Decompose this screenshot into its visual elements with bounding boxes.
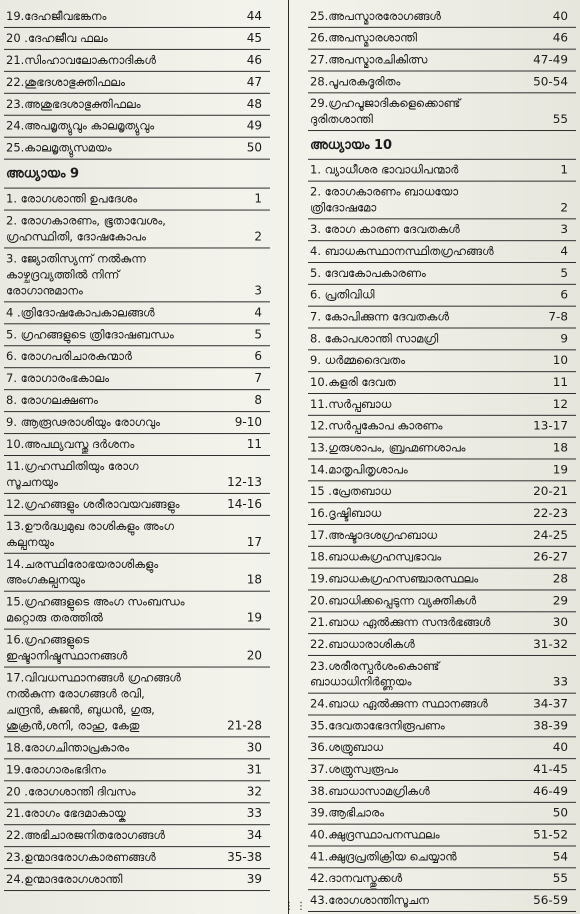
toc-entry-page: 14-16 bbox=[227, 496, 262, 511]
toc-entry bbox=[4, 6, 270, 28]
toc-entry bbox=[308, 868, 576, 890]
toc-entry-page: 39 bbox=[246, 872, 262, 887]
toc-entry-page: 40 bbox=[552, 740, 568, 755]
toc-entry-page: 54 bbox=[552, 849, 568, 864]
toc-entry bbox=[4, 592, 270, 630]
toc-entry-page: 50-54 bbox=[533, 74, 568, 89]
toc-entry bbox=[4, 94, 270, 116]
toc-entry bbox=[4, 189, 270, 211]
toc-entry-page: 19 bbox=[246, 610, 262, 625]
toc-entry-title: 22.അഭിചാരജനിതരോഗങ്ങൾ bbox=[6, 828, 165, 843]
toc-entry-title: 7. കോപിക്കുന്ന ദേവതകൾ bbox=[310, 309, 449, 324]
toc-entry-title: 21.ബാധ ഏൽക്കുന്ന സന്ദർഭങ്ങൾ bbox=[310, 615, 491, 630]
toc-entry-page: 12-13 bbox=[227, 474, 262, 489]
toc-entry-title: 23.ശരീരസ്പർശംകൊണ്ട് ബാധാധിനിർണ്ണയം bbox=[310, 658, 440, 689]
toc-entry-title: 20 .ദേഹജീവ ഫലം bbox=[6, 30, 108, 45]
toc-entry bbox=[4, 72, 270, 94]
toc-entry bbox=[4, 211, 270, 249]
left-column bbox=[4, 6, 270, 912]
toc-entry bbox=[4, 781, 270, 803]
toc-entry-title: 27.അപസ്മാരചികിത്സ bbox=[310, 52, 428, 67]
toc-entry-page: 9-10 bbox=[234, 415, 262, 430]
toc-entry bbox=[4, 630, 270, 668]
toc-entry bbox=[4, 302, 270, 324]
toc-entry bbox=[308, 612, 576, 634]
toc-entry bbox=[308, 28, 576, 50]
toc-entry-title: 35.ദേവതാഭേദനിരൂപണം bbox=[310, 718, 445, 733]
toc-entry-title: 18.ബാധകഗ്രഹസ്വഭാവം bbox=[310, 549, 442, 564]
toc-entry bbox=[4, 668, 270, 738]
toc-entry-page: 6 bbox=[560, 287, 568, 302]
toc-entry-title: 1. രോഗശാന്തി ഉപദേശം bbox=[6, 191, 138, 206]
toc-entry-title: 25.കാലമൃത്യുസമയം bbox=[6, 140, 112, 155]
toc-entry bbox=[4, 847, 270, 869]
column-divider bbox=[288, 0, 289, 914]
toc-entry bbox=[308, 890, 576, 912]
toc-entry bbox=[308, 372, 576, 394]
toc-entry bbox=[4, 50, 270, 72]
toc-entry-page: 48 bbox=[246, 96, 262, 111]
bottom-ornament: ⋮⋮ bbox=[284, 901, 308, 912]
toc-entry-page: 5 bbox=[560, 265, 568, 280]
toc-entry-page: 2 bbox=[560, 200, 568, 215]
toc-entry bbox=[308, 93, 576, 131]
toc-entry bbox=[4, 869, 270, 891]
toc-entry bbox=[308, 781, 576, 803]
toc-entry bbox=[308, 416, 576, 438]
toc-entry-title: 21.രോഗം ഭേദമാകായ്ക bbox=[6, 806, 126, 821]
toc-entry-title: 8. കോപശാന്തി സാമഗ്രി bbox=[310, 331, 439, 346]
toc-entry-page: 45 bbox=[246, 30, 262, 45]
toc-entry-page: 46 bbox=[246, 52, 262, 67]
toc-entry-page: 3 bbox=[254, 283, 262, 298]
toc-entry bbox=[308, 737, 576, 759]
toc-entry-title: 15 .പ്രേതബാധ bbox=[310, 484, 391, 499]
toc-entry-title: 19.ബാധകഗ്രഹസഞ്ചാരസ്ഥലം bbox=[310, 571, 479, 586]
toc-entry-page: 55 bbox=[552, 112, 568, 127]
toc-entry-title: 13.ഗുരുശാപം, ബ്രഹ്മണശാപം bbox=[310, 440, 466, 455]
toc-entry-page: 46 bbox=[552, 30, 568, 45]
toc-entry bbox=[308, 394, 576, 416]
toc-entry bbox=[308, 503, 576, 525]
toc-entry-title: 7. രോഗാരംഭകാലം bbox=[6, 371, 110, 386]
toc-entry-title: 28.പൂപരകദൂരിതം bbox=[310, 74, 401, 89]
toc-entry-page: 4 bbox=[254, 305, 262, 320]
toc-entry-page: 47 bbox=[246, 74, 262, 89]
toc-entry-title: 14.മാതൃപിതൃശാപം bbox=[310, 462, 408, 477]
toc-entry bbox=[308, 825, 576, 847]
chapter-heading: അധ്യായം 9 bbox=[4, 160, 270, 189]
toc-entry-page: 34-37 bbox=[533, 696, 568, 711]
toc-entry-title: 17.വിവധസ്ഥാനങ്ങൾ ഗ്രഹങ്ങൾ നൽകുന്ന രോഗങ്ങൾ രവി, ചന്ദ്രൻ, കുജൻ, ബുധൻ, ഗുരു, ശുക്രൻ,ശനി, രാഹു, കേതു bbox=[6, 670, 181, 733]
toc-entry-page: 41-45 bbox=[533, 762, 568, 777]
toc-entry-title: 12.സർപ്പകോപ കാരണം bbox=[310, 418, 443, 433]
toc-entry-title: 5. ഗ്രഹങ്ങളുടെ ത്രിദോഷബന്ധം bbox=[6, 327, 174, 342]
toc-entry-title: 20 .രോഗശാന്തി ദിവസം bbox=[6, 784, 136, 799]
toc-entry-page: 50 bbox=[552, 805, 568, 820]
toc-entry bbox=[4, 737, 270, 759]
right-column bbox=[308, 6, 576, 907]
toc-entry bbox=[4, 803, 270, 825]
toc-entry-page: 31 bbox=[246, 762, 262, 777]
toc-entry-page: 13-17 bbox=[533, 418, 568, 433]
toc-entry bbox=[308, 803, 576, 825]
toc-entry-title: 37.ശത്രുസ്വരൂപം bbox=[310, 762, 399, 777]
toc-entry-page: 10 bbox=[552, 353, 568, 368]
toc-entry bbox=[4, 494, 270, 516]
toc-entry bbox=[4, 516, 270, 554]
toc-entry bbox=[308, 715, 576, 737]
toc-entry-page: 33 bbox=[552, 674, 568, 689]
toc-entry-page: 3 bbox=[560, 222, 568, 237]
toc-entry bbox=[308, 241, 576, 263]
toc-entry-page: 18 bbox=[246, 572, 262, 587]
toc-entry-title: 24.ഉന്മാദരോഗശാന്തി bbox=[6, 872, 123, 887]
toc-entry bbox=[308, 307, 576, 329]
toc-entry-page: 44 bbox=[246, 8, 262, 23]
toc-entry bbox=[4, 368, 270, 390]
toc-entry bbox=[308, 6, 576, 28]
toc-entry-page: 17 bbox=[246, 534, 262, 549]
toc-entry-title: 15.ഗ്രഹങ്ങളുടെ അംഗ സംബന്ധം മറ്റൊരു തരത്തിൽ bbox=[6, 594, 185, 625]
toc-entry-title: 6. രോഗപരിചാരകന്മാർ bbox=[6, 349, 132, 364]
toc-entry-page: 35-38 bbox=[227, 850, 262, 865]
toc-entry bbox=[4, 825, 270, 847]
toc-entry bbox=[308, 846, 576, 868]
toc-entry bbox=[308, 263, 576, 285]
toc-entry bbox=[4, 412, 270, 434]
toc-entry bbox=[4, 390, 270, 412]
toc-entry-page: 9 bbox=[560, 331, 568, 346]
toc-entry-page: 18 bbox=[552, 440, 568, 455]
toc-entry-title: 24.ബാധ ഏൽക്കുന്ന സ്ഥാനങ്ങൾ bbox=[310, 696, 488, 711]
toc-entry bbox=[308, 350, 576, 372]
toc-entry bbox=[4, 554, 270, 592]
toc-entry-page: 31-32 bbox=[533, 637, 568, 651]
toc-entry-title: 4. ബാധകസ്ഥാനസ്ഥിതഗ്രഹങ്ങൾ bbox=[310, 244, 494, 259]
toc-entry-page: 40 bbox=[552, 8, 568, 23]
toc-entry-title: 9. ആരൂഢരാശിയും രോഗവും bbox=[6, 415, 160, 430]
toc-entry-title: 36.ശത്രുബാധ bbox=[310, 740, 383, 755]
toc-entry-page: 32 bbox=[246, 784, 262, 799]
toc-entry-title: 16.ഗ്രഹങ്ങളുടെ ഇഷ്ടാനിഷ്ടസ്ഥാനങ്ങൾ bbox=[6, 632, 128, 663]
toc-entry-title: 18.രോഗചിന്താപ്രകാരം bbox=[6, 740, 130, 755]
toc-entry-title: 43.രോഗശാന്തിസൂചന bbox=[310, 893, 429, 908]
toc-entry-page: 1 bbox=[560, 162, 568, 177]
toc-entry-title: 8. രോഗലക്ഷണം bbox=[6, 393, 98, 408]
toc-entry-title: 14.ചരസ്ഥിരോഭയരാശികളും അംഗകല്പനയും bbox=[6, 556, 159, 587]
toc-entry-page: 38-39 bbox=[533, 718, 568, 733]
toc-entry bbox=[308, 459, 576, 481]
toc-entry-title: 10.അപഥ്യവസ്തു ദർശനം bbox=[6, 437, 135, 452]
toc-entry bbox=[4, 138, 270, 160]
toc-entry-title: 21.സിംഹാവലോകനാദികൾ bbox=[6, 52, 156, 67]
toc-entry-title: 17.അഷ്ടാദശഗ്രഹബാധ bbox=[310, 527, 438, 542]
toc-entry-title: 1. വ്യാധീശര ഭാവാധിപന്മാർ bbox=[310, 162, 459, 177]
toc-entry-title: 19.ദേഹജീവഭങ്കനം bbox=[6, 8, 107, 23]
toc-entry-title: 5. ദേവകോപകാരണം bbox=[310, 265, 426, 280]
toc-entry bbox=[308, 285, 576, 307]
toc-entry-title: 11.ഗ്രഹസ്ഥിതിയും രോഗ സൂചനയും bbox=[6, 459, 139, 489]
toc-entry bbox=[308, 634, 576, 656]
toc-entry bbox=[308, 438, 576, 460]
toc-entry-page: 12 bbox=[552, 396, 568, 411]
toc-entry bbox=[4, 434, 270, 456]
toc-entry-page: 5 bbox=[254, 327, 262, 342]
toc-entry bbox=[308, 182, 576, 220]
toc-entry bbox=[4, 116, 270, 138]
toc-entry-page: 19 bbox=[552, 462, 568, 477]
chapter-heading: അധ്യായം 10 bbox=[308, 131, 576, 160]
toc-entry bbox=[308, 569, 576, 591]
toc-entry-page: 8 bbox=[254, 393, 262, 408]
toc-entry-page: 28 bbox=[552, 571, 568, 586]
toc-entry-title: 22.ശുഭദശാഭുക്തിഫലം bbox=[6, 74, 125, 89]
toc-entry bbox=[308, 71, 576, 93]
toc-entry-title: 38.ബാധാസാമഗ്രികൾ bbox=[310, 783, 430, 798]
toc-entry bbox=[4, 456, 270, 494]
toc-entry-title: 16.ദൃഷ്ടിബാധ bbox=[310, 506, 382, 521]
toc-entry-page: 7-8 bbox=[548, 309, 568, 324]
toc-entry bbox=[4, 759, 270, 781]
toc-entry bbox=[4, 28, 270, 50]
toc-entry-title: 42.ദാനവസ്തുക്കൾ bbox=[310, 871, 403, 886]
toc-entry-title: 10.കളരി ദേവത bbox=[310, 375, 396, 390]
toc-entry-title: 39.ആഭിചാരം bbox=[310, 805, 385, 820]
toc-entry bbox=[308, 525, 576, 547]
toc-entry bbox=[4, 346, 270, 368]
toc-entry-title: 9. ധർമ്മദൈവതം bbox=[310, 353, 406, 368]
toc-entry-title: 41.ക്ഷുദ്രപ്രതിക്രിയ ചെയ്യാൻ bbox=[310, 849, 457, 864]
toc-entry-page: 47-49 bbox=[533, 52, 568, 67]
toc-entry bbox=[4, 324, 270, 346]
toc-entry-page: 26-27 bbox=[533, 549, 568, 564]
toc-entry bbox=[308, 590, 576, 612]
toc-entry-page: 20 bbox=[246, 648, 262, 663]
toc-entry-page: 22-23 bbox=[533, 506, 568, 521]
toc-entry-page: 29 bbox=[552, 593, 568, 608]
toc-entry bbox=[4, 248, 270, 302]
toc-entry-title: 26.അപസ്മാരശാന്തി bbox=[310, 30, 418, 45]
toc-entry-title: 23.അശുഭദശാഭുക്തിഫലം bbox=[6, 96, 141, 111]
toc-entry-title: 3. ജ്യോതിസ്യന്ന് നൽകുന്ന കാഴ്ചദ്രവ്യത്തിൽ നിന്ന് രോഗാനുമാനം bbox=[6, 251, 146, 298]
toc-entry-title: 2. രോഗകാരണം, ഭൂതാവേശം, ഗ്രഹസ്ഥിതി, ദോഷകോപം bbox=[6, 213, 166, 244]
toc-entry-title: 22.ബാധാരാശികൾ bbox=[310, 637, 415, 651]
toc-entry bbox=[308, 160, 576, 182]
toc-entry bbox=[308, 219, 576, 241]
toc-entry-page: 34 bbox=[246, 828, 262, 843]
toc-entry-page: 4 bbox=[560, 244, 568, 259]
toc-entry-title: 20.ബാധിക്കപ്പെടുന്ന വ്യക്തികൾ bbox=[310, 593, 477, 608]
toc-entry-page: 11 bbox=[552, 375, 568, 390]
toc-entry-title: 19.രോഗാരംഭദിനം bbox=[6, 762, 106, 777]
toc-entry-title: 29.ഗ്രഹപൂജാദികളെക്കൊണ്ട് ദുരിതശാന്തി bbox=[310, 96, 461, 127]
toc-entry-page: 30 bbox=[246, 740, 262, 755]
toc-entry-page: 49 bbox=[246, 118, 262, 133]
toc-entry bbox=[308, 694, 576, 716]
toc-entry-title: 3. രോഗ കാരണ ദേവതകൾ bbox=[310, 222, 460, 237]
toc-entry-page: 51-52 bbox=[533, 827, 568, 842]
toc-entry-page: 21-28 bbox=[227, 718, 262, 733]
toc-entry-title: 23.ഉന്മാദരോഗകാരണങ്ങൾ bbox=[6, 850, 156, 865]
toc-entry-title: 40.ക്ഷുദ്രസ്ഥാപനസ്ഥലം bbox=[310, 827, 440, 842]
toc-entry-title: 13.ഊർദ്ധ്വമുഖ രാശികളും അംഗ കല്പനയും bbox=[6, 518, 174, 549]
toc-entry-page: 56-59 bbox=[533, 893, 568, 908]
toc-entry bbox=[308, 328, 576, 350]
toc-entry-title: 25.അപസ്മാരരോഗങ്ങൾ bbox=[310, 8, 441, 23]
toc-entry-page: 24-25 bbox=[533, 527, 568, 542]
toc-entry-page: 30 bbox=[552, 615, 568, 630]
toc-entry-title: 4 .ത്രിദോഷകോപകാലങ്ങൾ bbox=[6, 305, 155, 320]
toc-entry bbox=[308, 50, 576, 72]
toc-entry bbox=[308, 547, 576, 569]
toc-entry-page: 50 bbox=[246, 140, 262, 155]
toc-entry-title: 6. പ്രതിവിധി bbox=[310, 287, 375, 302]
toc-entry-title: 11.സർപ്പബാധ bbox=[310, 396, 392, 411]
toc-entry-page: 46-49 bbox=[533, 783, 568, 798]
toc-entry-page: 1 bbox=[254, 191, 262, 206]
toc-entry bbox=[308, 656, 576, 694]
toc-entry-page: 11 bbox=[246, 437, 262, 452]
toc-entry-page: 6 bbox=[254, 349, 262, 364]
toc-entry-page: 20-21 bbox=[533, 484, 568, 499]
toc-entry bbox=[308, 481, 576, 503]
toc-entry-page: 2 bbox=[254, 229, 262, 244]
toc-entry-title: 2. രോഗകാരണം ബാധയോ ത്രിദോഷമോ bbox=[310, 184, 459, 215]
toc-entry-title: 24.അപമൃത്യുവും കാലമൃത്യുവും bbox=[6, 118, 155, 133]
toc-entry-page: 55 bbox=[552, 871, 568, 886]
toc-entry-title: 12.ഗ്രഹങ്ങളും ശരീരാവയവങ്ങളും bbox=[6, 496, 180, 511]
toc-entry bbox=[308, 759, 576, 781]
toc-entry-page: 7 bbox=[254, 371, 262, 386]
toc-entry-page: 33 bbox=[246, 806, 262, 821]
